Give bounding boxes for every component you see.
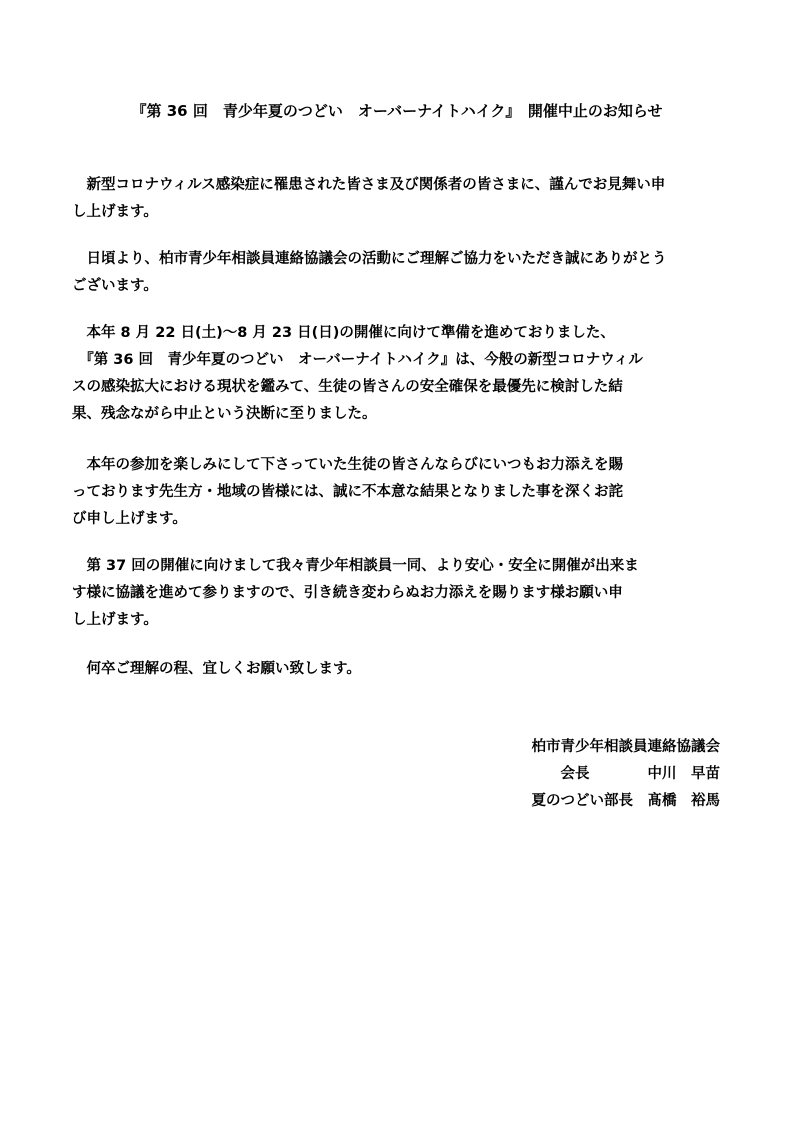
paragraph-sympathy: [72, 172, 732, 226]
text-line: 本年の参加を楽しみにして下さっていた生徒の皆さんならびにいつもお力添えを賜: [72, 457, 623, 473]
text-line: 本年 8 月 22 日(土)～8 月 23 日(日)の開催に向けて準備を進めておりました、: [72, 325, 615, 341]
text-line: 何卒ご理解の程、宜しくお願い致します。: [72, 661, 361, 677]
text-line: 第 37 回の開催に向けまして我々青少年相談員一同、より安心・安全に開催が出来ま: [72, 558, 639, 574]
signature-block: [400, 734, 720, 815]
text-line: し上げます。: [72, 612, 158, 628]
text-line: スの感染拡大における現状を鑑みて、生徒の皆さんの安全確保を最優先に検討した結: [72, 379, 623, 395]
text-line: 日頃より、柏市青少年相談員連絡協議会の活動にご理解ご協力をいただき誠にありがとう: [72, 251, 667, 267]
text-line: 果、残念ながら中止という決断に至りました。: [72, 406, 377, 422]
paragraph-cancellation: [72, 320, 732, 428]
signature-director: 夏のつどい部長 髙橋 裕馬: [531, 793, 720, 809]
paragraph-closing: [72, 656, 732, 683]
document-title: 『第 36 回 青少年夏のつどい オーバーナイトハイク』 開催中止のお知らせ: [131, 102, 663, 120]
text-line: ございます。: [72, 278, 158, 294]
text-line: す様に協議を進めて参りますので、引き続き変わらぬお力添えを賜ります様お願い申: [72, 585, 623, 601]
text-line: し上げます。: [72, 204, 158, 220]
signature-chair: 会長 中川 早苗: [560, 766, 720, 782]
text-line: び申し上げます。: [72, 511, 187, 527]
paragraph-apology: [72, 452, 732, 533]
text-line: っております先生方・地域の皆様には、誠に不本意な結果となりました事を深くお詫: [72, 484, 623, 500]
signature-organization: 柏市青少年相談員連絡協議会: [531, 739, 720, 755]
paragraph-gratitude: [72, 246, 732, 300]
paragraph-next-event: [72, 553, 732, 634]
text-line: 新型コロナウィルス感染症に罹患された皆さま及び関係者の皆さまに、謹んでお見舞い申: [72, 177, 666, 193]
text-line: 『第 36 回 青少年夏のつどい オーバーナイトハイク』は、今般の新型コロナウィル: [72, 352, 643, 368]
